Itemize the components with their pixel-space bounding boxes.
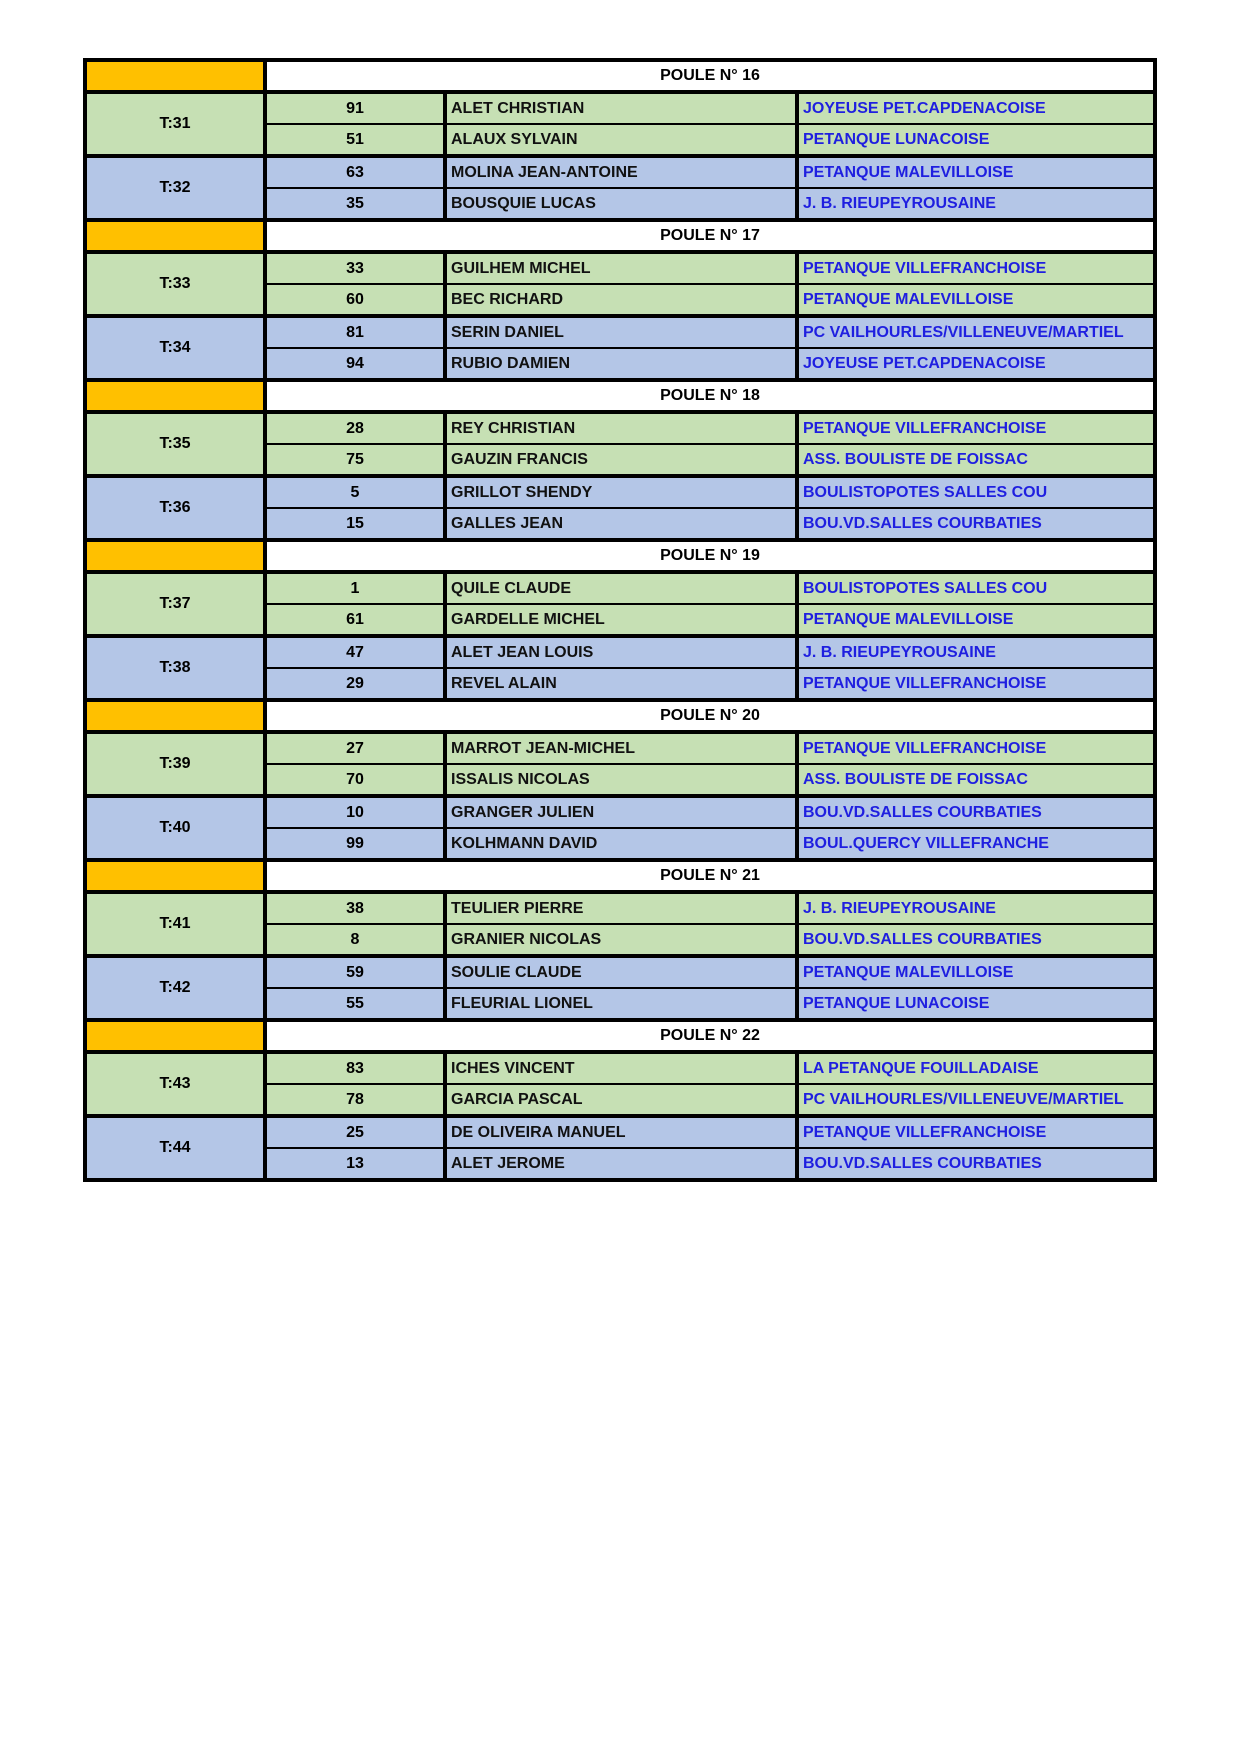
poule-marker-cell (85, 1020, 265, 1052)
player-club-cell: PETANQUE MALEVILLOISE (797, 156, 1155, 188)
player-number-cell: 51 (265, 124, 445, 156)
table-number-cell: T:32 (85, 156, 265, 220)
player-number-cell: 55 (265, 988, 445, 1020)
player-name-cell: ALET CHRISTIAN (445, 92, 797, 124)
player-number-cell: 99 (265, 828, 445, 860)
table-number-cell: T:43 (85, 1052, 265, 1116)
player-name-cell: GRILLOT SHENDY (445, 476, 797, 508)
player-club-cell: PETANQUE VILLEFRANCHOISE (797, 732, 1155, 764)
player-number-cell: 75 (265, 444, 445, 476)
player-club-cell: J. B. RIEUPEYROUSAINE (797, 636, 1155, 668)
player-name-cell: GRANIER NICOLAS (445, 924, 797, 956)
poule-marker-cell (85, 380, 265, 412)
player-name-cell: ALET JEAN LOUIS (445, 636, 797, 668)
player-club-cell: BOU.VD.SALLES COURBATIES (797, 796, 1155, 828)
player-name-cell: GALLES JEAN (445, 508, 797, 540)
table-number-cell: T:42 (85, 956, 265, 1020)
player-name-cell: ALAUX SYLVAIN (445, 124, 797, 156)
player-name-cell: REVEL ALAIN (445, 668, 797, 700)
table-number-cell: T:40 (85, 796, 265, 860)
player-club-cell: PETANQUE MALEVILLOISE (797, 604, 1155, 636)
poule-header-row (85, 540, 1155, 572)
poule-header-row (85, 700, 1155, 732)
player-name-cell: SERIN DANIEL (445, 316, 797, 348)
player-name-cell: ISSALIS NICOLAS (445, 764, 797, 796)
player-number-cell: 5 (265, 476, 445, 508)
player-row (85, 1052, 1155, 1084)
poule-title: POULE N° 19 (265, 540, 1155, 572)
poule-marker-cell (85, 860, 265, 892)
player-number-cell: 15 (265, 508, 445, 540)
player-club-cell: ASS. BOULISTE DE FOISSAC (797, 764, 1155, 796)
player-club-cell: BOULISTOPOTES SALLES COU (797, 572, 1155, 604)
player-number-cell: 38 (265, 892, 445, 924)
player-row (85, 572, 1155, 604)
player-name-cell: MARROT JEAN-MICHEL (445, 732, 797, 764)
poule-header-row (85, 60, 1155, 92)
player-club-cell: PETANQUE VILLEFRANCHOISE (797, 252, 1155, 284)
table-number-cell: T:38 (85, 636, 265, 700)
player-number-cell: 70 (265, 764, 445, 796)
player-club-cell: BOU.VD.SALLES COURBATIES (797, 508, 1155, 540)
player-number-cell: 78 (265, 1084, 445, 1116)
table-number-cell: T:44 (85, 1116, 265, 1180)
table-number-cell: T:33 (85, 252, 265, 316)
player-club-cell: PETANQUE LUNACOISE (797, 124, 1155, 156)
player-number-cell: 25 (265, 1116, 445, 1148)
player-name-cell: QUILE CLAUDE (445, 572, 797, 604)
player-number-cell: 83 (265, 1052, 445, 1084)
player-club-cell: J. B. RIEUPEYROUSAINE (797, 892, 1155, 924)
player-club-cell: LA PETANQUE FOUILLADAISE (797, 1052, 1155, 1084)
player-club-cell: PETANQUE VILLEFRANCHOISE (797, 412, 1155, 444)
table-number-cell: T:41 (85, 892, 265, 956)
table-number-cell: T:31 (85, 92, 265, 156)
player-name-cell: FLEURIAL LIONEL (445, 988, 797, 1020)
table-number-cell: T:36 (85, 476, 265, 540)
player-row (85, 892, 1155, 924)
player-club-cell: PETANQUE LUNACOISE (797, 988, 1155, 1020)
player-name-cell: TEULIER PIERRE (445, 892, 797, 924)
player-row (85, 252, 1155, 284)
player-row (85, 732, 1155, 764)
player-number-cell: 91 (265, 92, 445, 124)
player-name-cell: REY CHRISTIAN (445, 412, 797, 444)
player-club-cell: J. B. RIEUPEYROUSAINE (797, 188, 1155, 220)
player-number-cell: 59 (265, 956, 445, 988)
player-club-cell: PETANQUE MALEVILLOISE (797, 284, 1155, 316)
player-name-cell: GARCIA PASCAL (445, 1084, 797, 1116)
poule-title: POULE N° 17 (265, 220, 1155, 252)
player-number-cell: 81 (265, 316, 445, 348)
poule-marker-cell (85, 220, 265, 252)
player-number-cell: 13 (265, 1148, 445, 1180)
player-club-cell: JOYEUSE PET.CAPDENACOISE (797, 348, 1155, 380)
player-number-cell: 35 (265, 188, 445, 220)
player-club-cell: BOU.VD.SALLES COURBATIES (797, 1148, 1155, 1180)
player-club-cell: BOULISTOPOTES SALLES COU (797, 476, 1155, 508)
player-name-cell: ALET JEROME (445, 1148, 797, 1180)
player-row (85, 476, 1155, 508)
player-row (85, 316, 1155, 348)
player-number-cell: 1 (265, 572, 445, 604)
player-name-cell: BEC RICHARD (445, 284, 797, 316)
table-number-cell: T:34 (85, 316, 265, 380)
player-number-cell: 28 (265, 412, 445, 444)
player-number-cell: 29 (265, 668, 445, 700)
player-name-cell: ICHES VINCENT (445, 1052, 797, 1084)
player-name-cell: RUBIO DAMIEN (445, 348, 797, 380)
poule-title: POULE N° 22 (265, 1020, 1155, 1052)
player-club-cell: PETANQUE VILLEFRANCHOISE (797, 1116, 1155, 1148)
player-name-cell: GARDELLE MICHEL (445, 604, 797, 636)
poule-title: POULE N° 16 (265, 60, 1155, 92)
player-number-cell: 60 (265, 284, 445, 316)
poule-header-row (85, 220, 1155, 252)
draw-sheet-table (83, 58, 1157, 1182)
player-row (85, 1116, 1155, 1148)
player-club-cell: PC VAILHOURLES/VILLENEUVE/MARTIEL (797, 1084, 1155, 1116)
player-name-cell: KOLHMANN DAVID (445, 828, 797, 860)
player-number-cell: 63 (265, 156, 445, 188)
player-row (85, 92, 1155, 124)
player-club-cell: JOYEUSE PET.CAPDENACOISE (797, 92, 1155, 124)
player-name-cell: GUILHEM MICHEL (445, 252, 797, 284)
poule-title: POULE N° 20 (265, 700, 1155, 732)
poule-title: POULE N° 18 (265, 380, 1155, 412)
poule-marker-cell (85, 540, 265, 572)
player-name-cell: MOLINA JEAN-ANTOINE (445, 156, 797, 188)
player-number-cell: 10 (265, 796, 445, 828)
player-club-cell: BOU.VD.SALLES COURBATIES (797, 924, 1155, 956)
poule-header-row (85, 380, 1155, 412)
player-number-cell: 47 (265, 636, 445, 668)
player-name-cell: SOULIE CLAUDE (445, 956, 797, 988)
table-number-cell: T:39 (85, 732, 265, 796)
player-row (85, 412, 1155, 444)
draw-sheet-body (85, 60, 1155, 1180)
table-number-cell: T:37 (85, 572, 265, 636)
player-row (85, 156, 1155, 188)
player-row (85, 636, 1155, 668)
table-number-cell: T:35 (85, 412, 265, 476)
poule-header-row (85, 1020, 1155, 1052)
player-row (85, 796, 1155, 828)
player-number-cell: 8 (265, 924, 445, 956)
player-number-cell: 33 (265, 252, 445, 284)
poule-title: POULE N° 21 (265, 860, 1155, 892)
poule-marker-cell (85, 60, 265, 92)
player-club-cell: PETANQUE VILLEFRANCHOISE (797, 668, 1155, 700)
player-name-cell: GAUZIN FRANCIS (445, 444, 797, 476)
player-club-cell: PC VAILHOURLES/VILLENEUVE/MARTIEL (797, 316, 1155, 348)
player-club-cell: BOUL.QUERCY VILLEFRANCHE (797, 828, 1155, 860)
player-name-cell: DE OLIVEIRA MANUEL (445, 1116, 797, 1148)
player-number-cell: 27 (265, 732, 445, 764)
poule-header-row (85, 860, 1155, 892)
player-number-cell: 61 (265, 604, 445, 636)
poule-marker-cell (85, 700, 265, 732)
player-name-cell: GRANGER JULIEN (445, 796, 797, 828)
player-name-cell: BOUSQUIE LUCAS (445, 188, 797, 220)
player-club-cell: PETANQUE MALEVILLOISE (797, 956, 1155, 988)
player-row (85, 956, 1155, 988)
player-club-cell: ASS. BOULISTE DE FOISSAC (797, 444, 1155, 476)
player-number-cell: 94 (265, 348, 445, 380)
